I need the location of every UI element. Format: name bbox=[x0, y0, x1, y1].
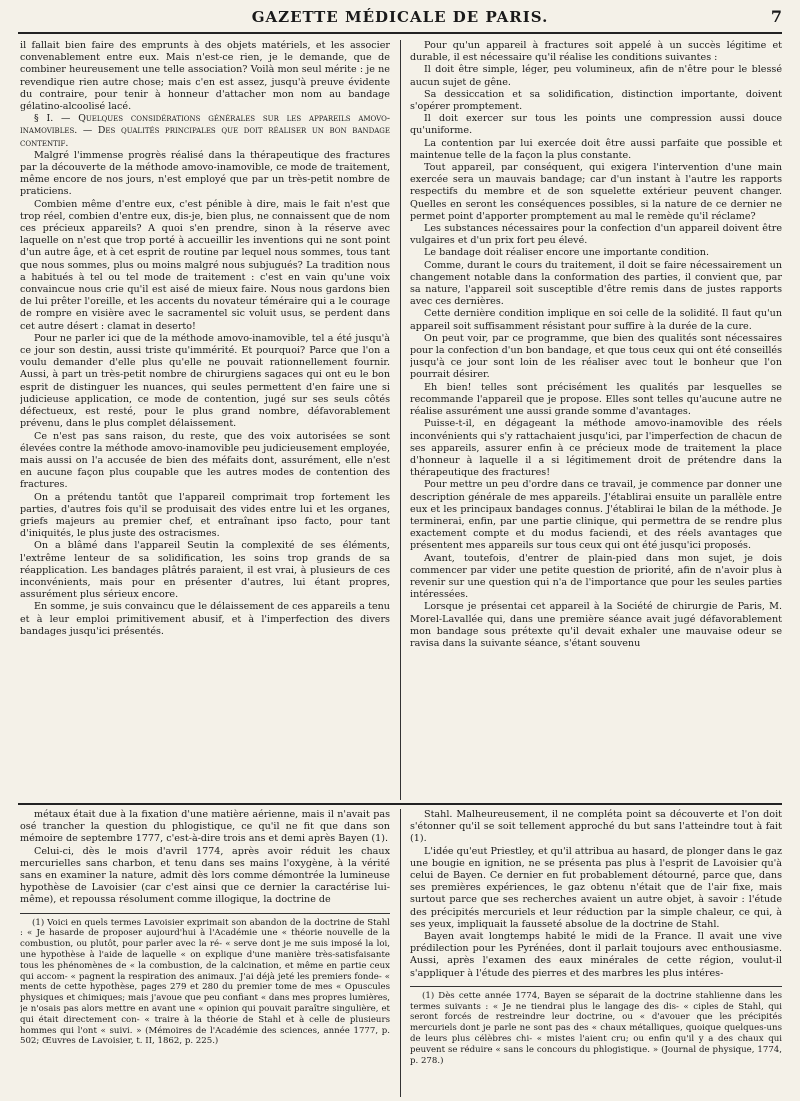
top-left-column bbox=[20, 40, 390, 800]
paragraph: On a blâmé dans l'appareil Seutin la complexité de ses éléments, l'extrême lenteur de sa solidification, les soins trop grands de sa réapplication. Les bandages plâtrés paraient, il est vrai, à plusieurs de ces inconvénients, mais pour en présenter d'autres, lui étant propres, assurément plus sérieux encore. bbox=[20, 540, 390, 601]
paragraph: Pour mettre un peu d'ordre dans ce travail, je commence par donner une description générale de mes appareils. J'établirai ensuite un parallèle entre eux et les principaux bandages connus. J'établirai le bilan de la méthode. Je terminerai, enfin, par une partie clinique, qui permettra de se rendre plus exactement compte et du modus faciendi, et des réels avantages que présentent mes appareils sur tous ceux qui ont été jusqu'ici proposés. bbox=[410, 479, 782, 552]
paragraph: En somme, je suis convaincu que le délaissement de ces appareils a tenu et à leur emploi primitivement abusif, et à l'imperfection des divers bandages jusqu'ici présentés. bbox=[20, 601, 390, 637]
footnote-text: (1) Dès cette année 1774, Bayen se séparait de la doctrine stahlienne dans les termes suivants : « Je ne tiendrai plus le langage des dis- « ciples de Stahl, qui seront forcés de restreindre leur doctrine, ou « d'avouer que les précipités mercuriels dont je parle ne sont pas des « chaux métalliques, quoique quelques-uns de leurs plus célèbres chi- « mistes l'aient cru; ou enfin qu'il y a des chaux qui peuvent se réduire « sans le concours du phlogistique. » (Journal de physique, 1774, p. 278.) bbox=[410, 990, 782, 1066]
paragraph: Puisse-t-il, en dégageant la méthode amovo-inamovible des réels inconvénients qui s'y rattachaient jusqu'ici, par l'imperfection de chacun de ses appareils, assurer enfin à ce précieux mode de traitement la place d'honneur à laquelle il a si légitimement droit de prétendre dans la thérapeutique des fractures! bbox=[410, 418, 782, 479]
page-number: 7 bbox=[770, 7, 782, 26]
paragraph: Comme, durant le cours du traitement, il doit se faire nécessairement un changement notable dans la conformation des parties, il convient que, par sa nature, l'appareil soit susceptible d'être remis dans de justes rapports avec ces dernières. bbox=[410, 259, 782, 308]
top-right-column bbox=[410, 40, 782, 800]
paragraph: Celui-ci, dès le mois d'avril 1774, après avoir réduit les chaux mercurielles sans charbon, et tenu dans ses mains l'oxygène, à la vérité sans en examiner la nature, admit dès lors comme démontrée la lumineuse hypothèse de Lavoisier (car c'est ainsi que ce dernier la caractérise lui-même), et repoussa résolument comme illogique, la doctrine de bbox=[20, 845, 390, 906]
paragraph: Stahl. Malheureusement, il ne compléta point sa découverte et l'on doit s'étonner qu'il se soit tellement approché du but sans l'atteindre tout à fait (1). bbox=[410, 809, 782, 845]
paragraph: Eh bien! telles sont précisément les qualités par lesquelles se recommande l'appareil que je propose. Elles sont telles qu'aucune autre ne réalise assurément une aussi grande somme d'avantages. bbox=[410, 381, 782, 418]
paragraph: Il doit exercer sur tous les points une compression aussi douce qu'uniforme. bbox=[410, 113, 782, 137]
journal-title: GAZETTE MÉDICALE DE PARIS. bbox=[251, 8, 549, 26]
paragraph: Avant, toutefois, d'entrer de plain-pied dans mon sujet, je dois commencer par vider une petite question de priorité, afin de n'avoir plus à revenir sur une question qui n'a de l'importance que pour les seules parties intéressées. bbox=[410, 552, 782, 601]
section-divider bbox=[18, 803, 782, 805]
paragraph: Les substances nécessaires pour la confection d'un appareil doivent être vulgaires et d'un prix fort peu élevé. bbox=[410, 223, 782, 247]
paragraph: La contention par lui exercée doit être aussi parfaite que possible et maintenue telle de la façon la plus constante. bbox=[410, 137, 782, 161]
paragraph: On a prétendu tantôt que l'appareil comprimait trop fortement les parties, d'autres fois qu'il se produisait des vides entre lui et les organes, griefs majeurs au premier chef, et entraînant ipso facto, pour tant d'iniquités, le plus juste des ostracismes. bbox=[20, 491, 390, 540]
paragraph: Lorsque je présentai cet appareil à la Société de chirurgie de Paris, M. Morel-Lavallée qui, dans une première séance avait jugé défavorablement mon bandage sous prétexte qu'il devait exhaler une mauvaise odeur se ravisa dans la suivante séance, s'étant souvenu bbox=[410, 601, 782, 649]
paragraph: métaux était due à la fixation d'une matière aérienne, mais il n'avait pas osé trancher la question du phlogistique, ce qu'il ne fit que dans son mémoire de septembre 1777, c'est-à-dire trois ans et demi après Bayen (1). bbox=[20, 809, 390, 845]
column-divider bbox=[400, 40, 401, 800]
footnote-text: (1) Voici en quels termes Lavoisier exprimait son abandon de la doctrine de Stahl : « Je hasarde de proposer aujourd'hui à l'Académie une « théorie nouvelle de la combustion, ou plutôt, pour parler avec la ré- « serve dont je me suis imposé la loi, une hypothèse à l'aide de laquelle « on explique d'une manière très-satisfaisante tous les phénomènes de « la combustion, de la calcination, et même en partie ceux qui accom- « pagnent la respiration des animaux. J'ai déjà jeté les premiers fonde- « ments de cette hypothèse, pages 279 et 280 du premier tome de mes « Opuscules physiques et chimiques; mais j'avoue que peu confiant « dans mes propres lumières, je n'osais pas alors mettre en avant une « opinion qui pouvait paraître singulière, et qui était directement con- « traire à la théorie de Stahl et à celle de plusieurs hommes qui l'ont « suivi. » (Mémoires de l'Académie des sciences, année 1777, p. 502; Œuvres de Lavoisier, t. II, 1862, p. 225.) bbox=[20, 917, 390, 1047]
footnote-rule bbox=[410, 986, 782, 987]
bottom-right-column bbox=[410, 809, 782, 1097]
footnote-rule bbox=[20, 913, 390, 914]
column-divider bbox=[400, 809, 401, 1097]
bottom-left-column bbox=[20, 809, 390, 1097]
paragraph: Sa dessiccation et sa solidification, distinction importante, doivent s'opérer promptement. bbox=[410, 88, 782, 113]
paragraph: Combien même d'entre eux, c'est pénible à dire, mais le fait n'est que trop réel, combien d'entre eux, dis-je, bien plus, ne connaissent que de nom ces précieux appareils? A quoi s'en prendre, sinon à la réserve avec laquelle on n'est que trop porté à accueillir les inventions qui ne sont point d'un autre âge, et à cet esprit de routine par lequel nous sommes, tous tant que nous sommes, plus ou moins malgré nous subjugués? La tradition nous a habitués à tel ou tel mode de traitement : c'est en vain qu'une voix convaincue nous crie qu'il est aisé de mieux faire. Nous nous gardons bien de lui prêter l'oreille, et les accents du novateur téméraire qui a le courage de rompre en visière avec le sacramentel sic voluit usus, se perdent dans cet autre désert : clamat in deserto! bbox=[20, 198, 390, 332]
paragraph: On peut voir, par ce programme, que bien des qualités sont nécessaires pour la confection d'un bon bandage, et que tous ceux qui ont été conseillés jusqu'à ce jour sont loin de les réaliser avec tout le bonheur que l'on pourrait désirer. bbox=[410, 332, 782, 381]
paragraph: Pour ne parler ici que de la méthode amovo-inamovible, tel a été jusqu'à ce jour son destin, aussi triste qu'immérité. Et pourquoi? Parce que l'on a voulu demander d'elle plus qu'elle ne pouvait rationnellement fournir. Aussi, à part un très-petit nombre de chirurgiens sagaces qui ont eu le bon esprit de distinguer les nuances, qui seules permettent d'en faire une si judicieuse application, ce mode de contention, jugé sur ses seuls côtés défectueux, est resté, pour le plus grand nombre, défavorablement prévenu, dans le plus complet délaissement. bbox=[20, 332, 390, 430]
paragraph: Il doit être simple, léger, peu volumineux, afin de n'être pour le blessé aucun sujet de gêne. bbox=[410, 64, 782, 88]
paragraph: Ce n'est pas sans raison, du reste, que des voix autorisées se sont élevées contre la méthode amovo-inamovible peu judicieusement employée, mais aussi on l'a accusée de bien des méfaits dont, assurément, elle n'est en aucune façon plus coupable que les autres modes de contention des fractures. bbox=[20, 430, 390, 491]
footnote bbox=[20, 918, 390, 1048]
paragraph: Pour qu'un appareil à fractures soit appelé à un succès légitime et durable, il est nécessaire qu'il réalise les conditions suivantes : bbox=[410, 40, 782, 64]
paragraph: L'idée qu'eut Priestley, et qu'il attribua au hasard, de plonger dans le gaz une bougie en ignition, ne se présenta pas plus à l'esprit de Lavoisier qu'à celui de Bayen. Ce dernier en fut probablement détourné, parce que, dans ses premières expériences, le gaz obtenu n'était que de l'air fixe, mais surtout parce que ses recherches avaient un autre objet, à savoir : l'étude des précipités mercuriels et leur réduction par la simple chaleur, ce qui, à ses yeux, impliquait la fausseté absolue de la doctrine de Stahl. bbox=[410, 845, 782, 930]
paragraph: Tout appareil, par conséquent, qui exigera l'intervention d'une main exercée sera un mauvais bandage; car d'un instant à l'autre les rapports respectifs du membre et de son squelette extérieur peuvent changer. Quelles en seront les conséquences possibles, si la nature de ce dernier ne permet point d'apporter promptement au mal le remède qu'il réclame? bbox=[410, 162, 782, 222]
paragraph: Bayen avait longtemps habité le midi de la France. Il avait une vive prédilection pour les Pyrénées, dont il parlait toujours avec enthousiasme. Aussi, après l'examen des eaux minérales de cette région, voulut-il s'appliquer à l'étude des pierres et des marbres les plus intéres- bbox=[410, 931, 782, 979]
footnote bbox=[410, 991, 782, 1067]
paragraph: Cette dernière condition implique en soi celle de la solidité. Il faut qu'un appareil soit suffisamment résistant pour suffire à la durée de la cure. bbox=[410, 308, 782, 332]
paragraph: Le bandage doit réaliser encore une importante condition. bbox=[424, 247, 709, 259]
page-header bbox=[18, 6, 782, 34]
section-heading: § I. — Quelques considérations générales sur les appareils amovo-inamovibles. — Des qualités principales que doit réaliser un bon bandage contentif. bbox=[20, 113, 390, 149]
paragraph: il fallait bien faire des emprunts à des objets matériels, et les associer convenablement entre eux. Mais n'est-ce rien, je le demande, que de combiner heureusement une telle association? Voilà mon seul mérite : je ne revendique rien autre chose; mais c'en est assez, jusqu'à preuve évidente du contraire, pour tenir à honneur d'attacher mon nom au bandage gélatino-alcoolisé lacé. bbox=[20, 40, 390, 113]
paragraph: Malgré l'immense progrès réalisé dans la thérapeutique des fractures par la découverte de la méthode amovo-inamovible, ce mode de traitement, même encore de nos jours, n'est employé que par un très-petit nombre de praticiens. bbox=[20, 149, 390, 198]
